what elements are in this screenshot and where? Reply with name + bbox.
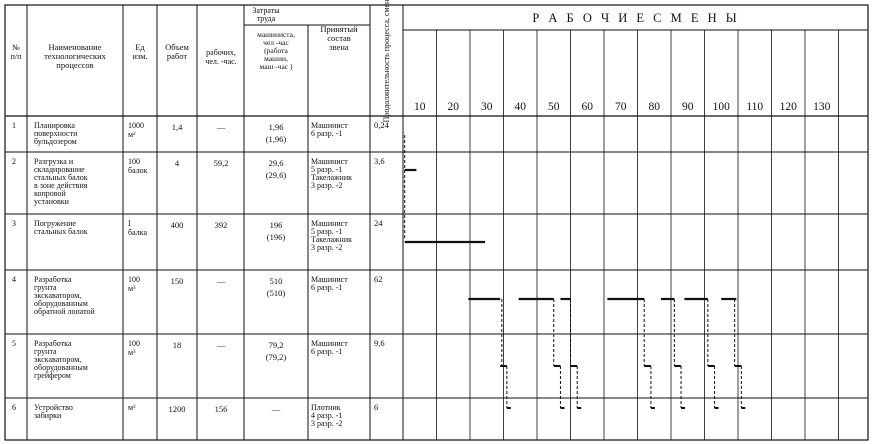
header-duration: Продолжительность процесса, смен bbox=[382, 0, 391, 123]
header-name bbox=[44, 42, 107, 70]
row-name bbox=[34, 339, 88, 380]
table-row bbox=[12, 338, 385, 380]
row-machines-line: (79,2) bbox=[265, 352, 287, 362]
row-unit bbox=[128, 275, 140, 293]
row-duration bbox=[374, 156, 385, 166]
row-machines-line: (29,6) bbox=[265, 170, 287, 180]
row-workers bbox=[216, 276, 226, 286]
row-machines bbox=[267, 220, 286, 242]
header-num-line: п/п bbox=[10, 52, 22, 61]
table-row bbox=[12, 402, 378, 428]
row-name-line: Разработка bbox=[34, 339, 72, 348]
row-unit-line: 1000 bbox=[128, 121, 144, 130]
header-volume-line: Объем bbox=[165, 42, 189, 52]
shift-tick-label: 30 bbox=[481, 101, 493, 113]
row-volume bbox=[175, 158, 180, 168]
header-volume bbox=[165, 42, 189, 61]
shift-tick-label: 20 bbox=[447, 101, 459, 113]
shift-tick-label: 40 bbox=[514, 101, 526, 113]
header-labor-workers bbox=[205, 48, 236, 66]
row-num bbox=[12, 121, 16, 130]
row-crew-line: 6 разр. -1 bbox=[311, 283, 343, 292]
row-name-line: стальных балок bbox=[34, 173, 88, 182]
header-crew-line: состав bbox=[327, 33, 351, 43]
row-machines bbox=[267, 276, 286, 298]
row-name-line: экскаватором, bbox=[34, 291, 82, 300]
row-duration bbox=[374, 120, 390, 130]
row-unit-line: м³ bbox=[128, 348, 136, 357]
row-workers-line: 59,2 bbox=[213, 158, 229, 168]
shift-tick-label: 100 bbox=[712, 101, 730, 113]
row-num-line: 3 bbox=[12, 219, 16, 228]
table-header bbox=[11, 0, 831, 122]
row-num bbox=[12, 275, 16, 284]
row-volume bbox=[169, 404, 186, 414]
row-crew bbox=[311, 121, 348, 138]
row-name-line: экскаватором, bbox=[34, 355, 82, 364]
row-duration-line: 6 bbox=[374, 402, 379, 412]
row-name-line: складирование bbox=[34, 165, 85, 174]
row-machines bbox=[271, 404, 281, 414]
row-crew-line: Машинист bbox=[311, 157, 348, 166]
header-labor-workers-line: чел. -час. bbox=[205, 57, 237, 66]
table-row bbox=[12, 156, 385, 206]
header-name-line: процессов bbox=[56, 60, 94, 70]
row-name-line: оборудованным bbox=[34, 299, 88, 308]
row-unit bbox=[128, 339, 140, 357]
header-crew-line: звена bbox=[329, 42, 349, 52]
table-grid bbox=[5, 5, 868, 440]
header-labor-machines-line: машиниста, bbox=[257, 30, 295, 39]
header-volume-line: работ bbox=[166, 51, 188, 61]
shift-title: Р А Б О Ч И Е С М Е Н Ы bbox=[532, 11, 740, 25]
header-labor-title-line: Затраты bbox=[252, 6, 280, 15]
row-num-line: 2 bbox=[12, 157, 16, 166]
row-workers-line: 156 bbox=[214, 404, 228, 414]
row-name bbox=[34, 121, 78, 146]
row-duration-line: 9,6 bbox=[374, 338, 385, 348]
row-unit-line: м³ bbox=[128, 284, 136, 293]
shift-schedule bbox=[405, 135, 746, 408]
row-workers bbox=[215, 220, 228, 230]
shift-tick-label: 90 bbox=[682, 101, 694, 113]
row-name-line: бульдозером bbox=[34, 137, 77, 146]
row-workers bbox=[214, 158, 229, 168]
header-labor-machines bbox=[257, 30, 295, 71]
row-num bbox=[12, 219, 16, 228]
row-machines-line: (510) bbox=[266, 288, 286, 298]
row-duration-line: 62 bbox=[374, 274, 383, 284]
row-volume bbox=[171, 276, 184, 286]
row-duration bbox=[374, 274, 383, 284]
header-unit-line: изм. bbox=[132, 51, 148, 61]
row-unit-line: I bbox=[128, 219, 131, 228]
row-crew-line: 6 разр. -1 bbox=[311, 129, 343, 138]
shift-tick-label: 110 bbox=[746, 101, 764, 113]
row-unit bbox=[128, 121, 144, 139]
header-crew-line: Принятый bbox=[320, 24, 358, 34]
header-labor-machines-line: (работа bbox=[264, 46, 288, 55]
row-crew-line: Машинист bbox=[311, 219, 348, 228]
row-crew bbox=[311, 275, 348, 292]
row-name-line: грунта bbox=[34, 283, 57, 292]
shift-tick-label: 50 bbox=[548, 101, 560, 113]
header-name-line: технологических bbox=[44, 51, 106, 61]
row-num bbox=[12, 157, 16, 166]
row-name bbox=[34, 157, 88, 206]
shift-tick-label: 130 bbox=[813, 101, 831, 113]
row-workers bbox=[216, 122, 226, 132]
header-labor-machines-line: чел -час bbox=[263, 38, 289, 47]
header-labor-title bbox=[252, 6, 280, 23]
row-name-line: Устройство bbox=[34, 403, 73, 412]
row-machines bbox=[266, 158, 287, 180]
row-name-line: стальных балок bbox=[34, 227, 88, 236]
header-unit bbox=[132, 42, 147, 61]
row-unit bbox=[128, 157, 148, 175]
header-labor-workers-line: рабочих, bbox=[206, 48, 236, 57]
row-crew bbox=[311, 157, 352, 190]
row-volume-line: 400 bbox=[170, 220, 184, 230]
row-name bbox=[34, 403, 73, 420]
row-name-line: Планировка bbox=[34, 121, 75, 130]
row-duration bbox=[374, 218, 383, 228]
row-unit-line: 100 bbox=[128, 275, 140, 284]
row-volume bbox=[171, 220, 184, 230]
row-crew-line: 3 разр. -2 bbox=[311, 419, 343, 428]
row-unit-line: балок bbox=[128, 166, 148, 175]
row-crew-line: 5 разр. -1 bbox=[311, 165, 343, 174]
row-volume bbox=[173, 340, 182, 350]
row-name-line: в зоне действия bbox=[34, 181, 88, 190]
row-unit-line: м² bbox=[128, 403, 136, 412]
row-machines-line: 79,2 bbox=[268, 340, 284, 350]
row-crew-line: Машинист bbox=[311, 121, 348, 130]
row-volume-line: 1,4 bbox=[171, 122, 183, 132]
row-crew-line: 5 разр. -1 bbox=[311, 227, 343, 236]
row-unit bbox=[128, 219, 147, 237]
row-num-line: 4 bbox=[12, 275, 16, 284]
row-crew-line: 6 разр. -1 bbox=[311, 347, 343, 356]
row-machines bbox=[266, 340, 287, 362]
row-name-line: копровой bbox=[34, 189, 66, 198]
header-num bbox=[11, 43, 23, 61]
row-machines-line: (1,96) bbox=[265, 134, 287, 144]
row-workers-line: 392 bbox=[214, 220, 228, 230]
row-unit bbox=[128, 403, 136, 412]
row-crew-line: 4 разр. -1 bbox=[311, 411, 343, 420]
row-workers-line: — bbox=[216, 122, 226, 132]
row-unit-line: м² bbox=[128, 130, 136, 139]
header-num-line: № bbox=[12, 43, 20, 52]
row-crew-line: Такелажник bbox=[311, 235, 352, 244]
row-volume bbox=[172, 122, 183, 132]
row-workers-line: — bbox=[216, 276, 226, 286]
shift-tick-label: 80 bbox=[648, 101, 660, 113]
row-name-line: Разгрузка и bbox=[34, 157, 74, 166]
row-name-line: оборудованным bbox=[34, 363, 88, 372]
header-unit-line: Ед bbox=[135, 42, 145, 52]
row-volume-line: 4 bbox=[174, 158, 180, 168]
row-machines-line: 29,6 bbox=[268, 158, 284, 168]
row-volume-line: 1200 bbox=[168, 404, 186, 414]
row-duration bbox=[374, 402, 378, 412]
row-crew bbox=[311, 219, 352, 252]
header-labor-title-line: труда bbox=[256, 14, 276, 23]
header-name-line: Наименование bbox=[48, 42, 102, 52]
row-name-line: Разработка bbox=[34, 275, 72, 284]
row-crew-line: 3 разр. -2 bbox=[311, 181, 343, 190]
header-crew bbox=[320, 24, 358, 52]
row-workers bbox=[215, 404, 228, 414]
row-name-line: забирки bbox=[34, 411, 62, 420]
row-machines-line: 196 bbox=[269, 220, 283, 230]
row-machines bbox=[266, 122, 287, 144]
row-num-line: 5 bbox=[12, 339, 16, 348]
row-machines-line: (196) bbox=[266, 232, 286, 242]
row-num-line: 1 bbox=[12, 121, 16, 130]
row-machines-line: 510 bbox=[269, 276, 283, 286]
shift-tick-label: 60 bbox=[581, 101, 593, 113]
row-workers-line: — bbox=[216, 340, 226, 350]
row-name-line: установки bbox=[34, 197, 69, 206]
row-machines-line: — bbox=[271, 404, 281, 414]
row-duration-line: 24 bbox=[374, 218, 383, 228]
row-name-line: обратной лопатой bbox=[34, 307, 95, 316]
row-unit-line: 100 bbox=[128, 157, 140, 166]
row-volume-line: 18 bbox=[172, 340, 182, 350]
row-duration bbox=[374, 338, 385, 348]
row-name-line: Погружение bbox=[34, 219, 76, 228]
row-duration-line: 0,24 bbox=[374, 120, 389, 130]
row-name-line: грунта bbox=[34, 347, 57, 356]
row-duration-line: 3,6 bbox=[374, 156, 385, 166]
row-crew-line: Машинист bbox=[311, 275, 348, 284]
row-crew-line: 3 разр. -2 bbox=[311, 243, 343, 252]
row-name bbox=[34, 275, 95, 316]
header-labor-machines-line: маш -час ) bbox=[259, 62, 293, 71]
row-num bbox=[12, 339, 16, 348]
table-row bbox=[12, 120, 390, 146]
row-num-line: 6 bbox=[12, 403, 16, 412]
row-crew-line: Машинист bbox=[311, 339, 348, 348]
shift-tick-label: 70 bbox=[615, 101, 627, 113]
row-unit-line: балка bbox=[128, 228, 147, 237]
row-name bbox=[34, 219, 88, 236]
row-name-line: грейфером bbox=[34, 371, 71, 380]
row-workers bbox=[216, 340, 226, 350]
row-volume-line: 150 bbox=[170, 276, 184, 286]
row-machines-line: 1,96 bbox=[268, 122, 284, 132]
row-num bbox=[12, 403, 16, 412]
row-crew-line: Такелажник bbox=[311, 173, 352, 182]
row-crew bbox=[311, 339, 348, 356]
row-name-line: поверхности bbox=[34, 129, 78, 138]
table-row bbox=[12, 218, 383, 252]
row-crew bbox=[311, 403, 342, 428]
row-unit-line: 100 bbox=[128, 339, 140, 348]
shift-tick-label: 10 bbox=[414, 101, 426, 113]
header-labor-machines-line: машин, bbox=[264, 54, 288, 63]
row-crew-line: Плотник bbox=[311, 403, 341, 412]
shift-tick-label: 120 bbox=[779, 101, 797, 113]
table-body bbox=[12, 120, 390, 428]
